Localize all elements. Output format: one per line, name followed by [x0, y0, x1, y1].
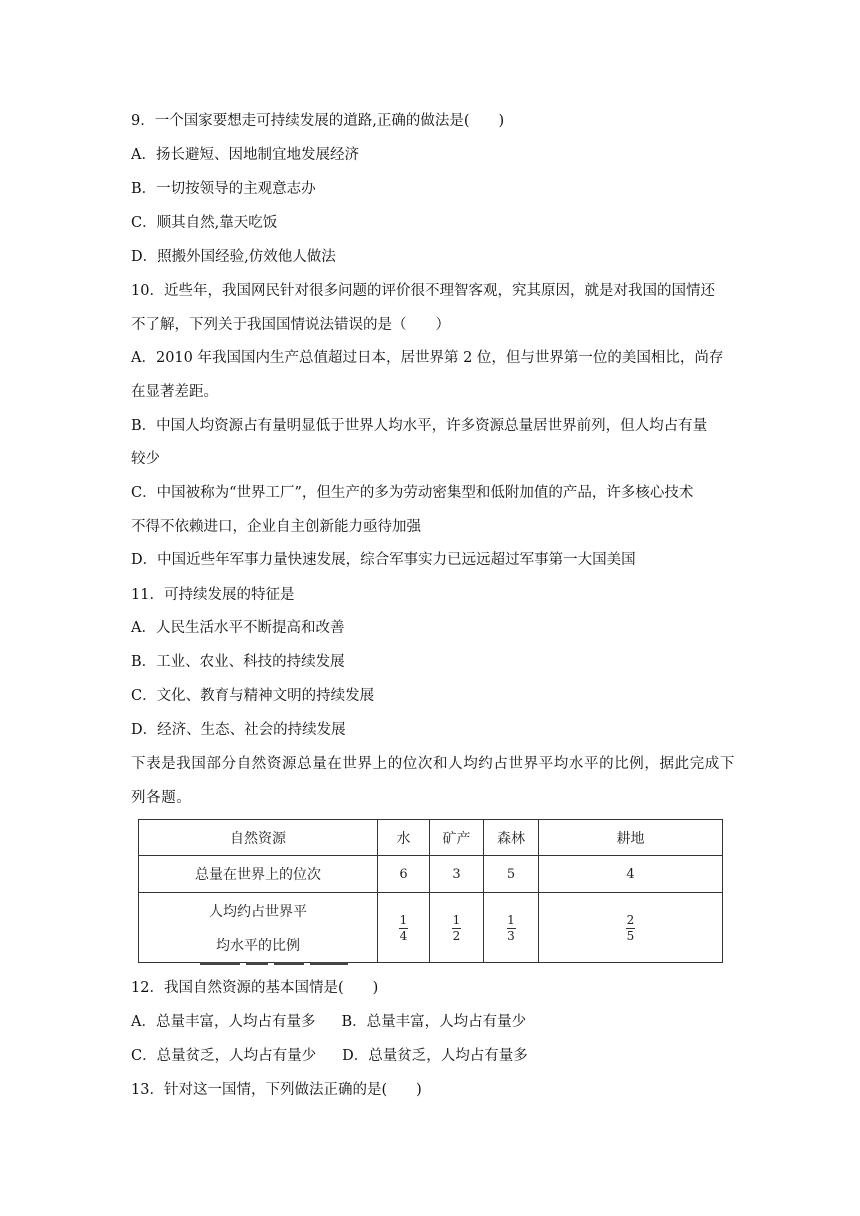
- q9-option-b: B．一切按领导的主观意志办: [131, 181, 316, 197]
- q11-option-d: D．经济、生态、社会的持续发展: [131, 722, 346, 738]
- clipped-text-fragment: [200, 962, 360, 969]
- q10-option-a-line1: A．2010 年我国国内生产总值超过日本，居世界第 2 位，但与世界第一位的美国相比，尚存: [131, 350, 724, 366]
- q10-option-c-line1: C．中国被称为“世界工厂”，但生产的多为劳动密集型和低附加值的产品，许多核心技术: [131, 485, 694, 501]
- ratio-forest-numerator: 1: [507, 913, 515, 927]
- row-label-rank: 总量在世界上的位次: [139, 856, 378, 893]
- header-forest: 森林: [484, 820, 539, 856]
- q11-stem: 11．可持续发展的特征是: [131, 587, 295, 603]
- rank-forest: 5: [484, 856, 539, 893]
- q13-stem: 13．针对这一国情，下列做法正确的是( ): [131, 1082, 422, 1098]
- q10-stem-line1: 10．近些年，我国网民针对很多问题的评价很不理智客观，究其原因，就是对我国的国情还: [131, 283, 715, 299]
- rank-farmland: 4: [539, 856, 723, 893]
- rank-minerals: 3: [430, 856, 484, 893]
- q10-stem-line2: 不了解，下列关于我国国情说法错误的是（ ）: [131, 317, 450, 333]
- q9-option-a: A．扬长避短、因地制宜地发展经济: [131, 147, 359, 163]
- q12-options-cd: [131, 1046, 528, 1066]
- q10-option-c-line2: 不得不依赖进口，企业自主创新能力亟待加强: [131, 519, 421, 535]
- rank-water: 6: [378, 856, 430, 893]
- q12-option-d: D．总量贫乏，人均占有量多: [342, 1048, 528, 1064]
- q10-option-b-line1: B．中国人均资源占有量明显低于世界人均水平，许多资源总量居世界前列，但人均占有量: [131, 418, 708, 434]
- q10-option-b-line2: 较少: [131, 451, 160, 467]
- ratio-farmland-numerator: 2: [626, 913, 635, 927]
- table-intro-line2: 列各题。: [131, 790, 192, 806]
- row-label-per-capita-line2: 均水平的比例: [216, 937, 300, 954]
- q11-option-a: A．人民生活水平不断提高和改善: [131, 620, 345, 636]
- resource-table: [138, 819, 723, 963]
- header-resource: 自然资源: [139, 820, 378, 856]
- q12-option-a: A．总量丰富，人均占有量多: [131, 1014, 316, 1030]
- ratio-farmland-denominator: 5: [626, 929, 635, 943]
- header-farmland: 耕地: [539, 820, 723, 856]
- header-minerals: 矿产: [430, 820, 484, 856]
- ratio-forest: [484, 893, 539, 963]
- table-row-rank: [139, 856, 723, 893]
- ratio-water-denominator: 4: [399, 929, 408, 943]
- q9-option-c: C．顺其自然,靠天吃饭: [131, 215, 278, 231]
- row-label-per-capita-line1: 人均约占世界平: [209, 903, 307, 920]
- q12-options-ab: [131, 1012, 526, 1032]
- q10-option-d: D．中国近些年军事力量快速发展，综合军事实力已远远超过军事第一大国美国: [131, 552, 636, 568]
- ratio-farmland: [539, 893, 723, 963]
- q11-option-b: B．工业、农业、科技的持续发展: [131, 654, 345, 670]
- table-intro-line1: 下表是我国部分自然资源总量在世界上的位次和人均约占世界平均水平的比例，据此完成下: [131, 756, 735, 772]
- row-label-per-capita: [139, 893, 378, 963]
- ratio-water-numerator: 1: [399, 913, 408, 927]
- q12-option-c: C．总量贫乏，人均占有量少: [131, 1048, 317, 1064]
- ratio-water: [378, 893, 430, 963]
- table-row-per-capita: [139, 893, 723, 963]
- q12-option-b: B．总量丰富，人均占有量少: [341, 1014, 527, 1030]
- q12-stem: 12．我国自然资源的基本国情是( ): [131, 980, 379, 996]
- ratio-minerals-denominator: 2: [452, 929, 461, 943]
- q10-option-a-line2: 在显著差距。: [131, 384, 218, 400]
- header-water: 水: [378, 820, 430, 856]
- ratio-minerals-numerator: 1: [452, 913, 461, 927]
- ratio-minerals: [430, 893, 484, 963]
- q9-option-d: D．照搬外国经验,仿效他人做法: [131, 249, 336, 265]
- table-header-row: [139, 820, 723, 856]
- q11-option-c: C．文化、教育与精神文明的持续发展: [131, 688, 375, 704]
- ratio-forest-denominator: 3: [507, 929, 515, 943]
- q9-stem: 9．一个国家要想走可持续发展的道路,正确的做法是( ): [131, 113, 505, 129]
